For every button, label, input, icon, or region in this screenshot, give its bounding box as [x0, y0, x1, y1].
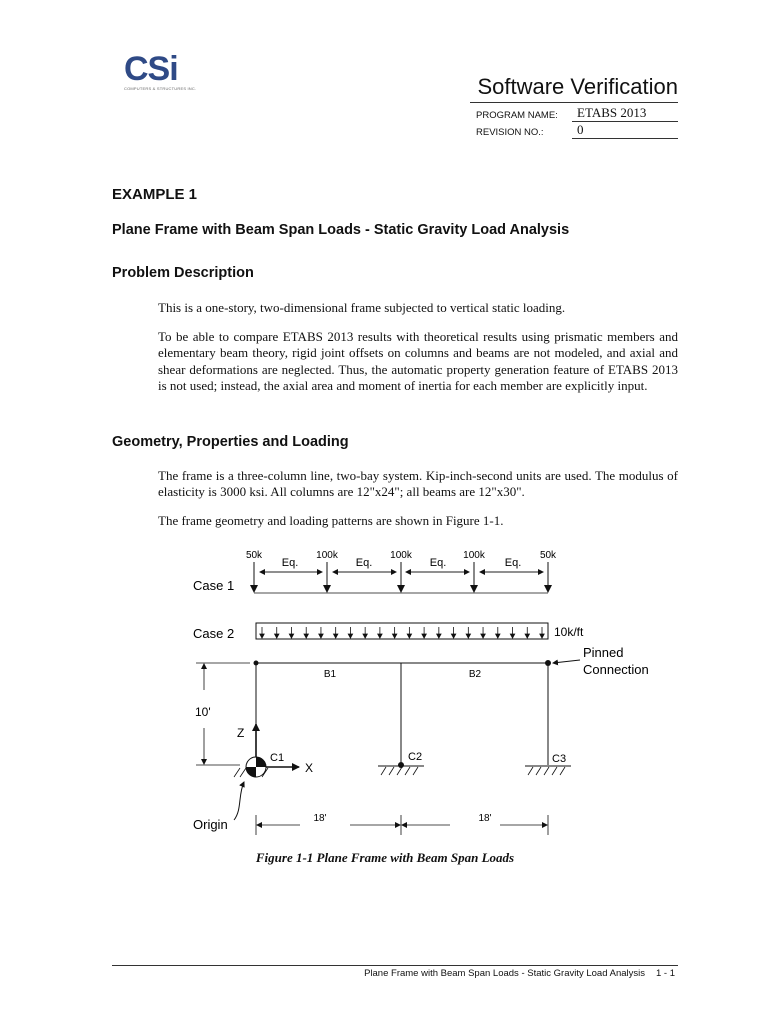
header-rule-top [470, 102, 678, 103]
udl-arrowhead [422, 634, 426, 638]
case2-label: Case 2 [193, 626, 235, 641]
udl-arrowhead [333, 634, 337, 638]
program-name-label: PROGRAM NAME: [476, 110, 558, 121]
udl-arrowhead [289, 634, 293, 638]
span-1-label: 18' [313, 813, 327, 824]
document-title: Software Verification [477, 74, 678, 99]
distributed-load-label: 10k/ft [554, 625, 584, 639]
problem-paragraph-1: This is a one-story, two-dimensional frame subjected to vertical static loading. [158, 300, 566, 315]
frame-members [256, 663, 548, 767]
udl-arrowhead [510, 634, 514, 638]
udl-arrowhead [304, 634, 308, 638]
geometry-paragraph-2: The frame geometry and loading patterns are shown in Figure 1-1. [158, 513, 504, 528]
support-c3 [525, 766, 571, 775]
udl-arrowhead [348, 634, 352, 638]
pinned-pointer [553, 660, 580, 663]
distributed-load-arrows [260, 627, 544, 638]
figure-caption: Figure 1-1 Plane Frame with Beam Span Loads [255, 850, 515, 865]
logo-text: CSi [124, 50, 178, 88]
udl-arrowhead [275, 634, 279, 638]
connection-label: Connection [583, 662, 649, 677]
page-number: 1 - 1 [656, 968, 676, 979]
support-c2 [378, 762, 424, 775]
origin-symbol [246, 757, 266, 777]
footer-text: Plane Frame with Beam Span Loads - Static Gravity Load Analysis [364, 968, 645, 979]
logo-subtext: COMPUTERS & STRUCTURES INC. [124, 86, 197, 91]
example-title: EXAMPLE 1 [112, 186, 198, 203]
origin-label: Origin [193, 817, 228, 832]
eq-label-4: Eq. [504, 557, 522, 569]
udl-arrowhead [392, 634, 396, 638]
case1-label: Case 1 [193, 578, 235, 593]
udl-arrowhead [481, 634, 485, 638]
udl-arrowhead [378, 634, 382, 638]
load-label-5: 50k [539, 550, 557, 561]
column-c3-label: C3 [552, 753, 567, 765]
eq-label-3: Eq. [429, 557, 447, 569]
example-subtitle: Plane Frame with Beam Span Loads - Static Gravity Load Analysis [112, 222, 570, 238]
program-name-value: ETABS 2013 [577, 105, 647, 120]
csi-logo [124, 52, 178, 86]
frame-figure [0, 540, 768, 850]
udl-arrowhead [437, 634, 441, 638]
udl-arrowhead [407, 634, 411, 638]
z-axis-label: Z [237, 726, 245, 740]
problem-paragraph-2: To be able to compare ETABS 2013 results with theoretical results using prismatic members and elementary beam theory, rigid joint offsets on columns and beams are not modeled, and axial and shear deformations are neglected. Thus, the automatic property generation feature of ETABS 2013 is not used; instead, the axial area and moment of inertia for each member are explicitly input. [158, 329, 678, 393]
span-2-label: 18' [478, 813, 492, 824]
x-axis-label: X [305, 761, 314, 775]
udl-arrowhead [319, 634, 323, 638]
problem-description-heading: Problem Description [112, 265, 254, 281]
udl-arrowhead [496, 634, 500, 638]
udl-arrowhead [540, 634, 544, 638]
beam-b2-label: B2 [468, 669, 482, 680]
joint-pinned [545, 660, 551, 666]
revision-rule [572, 138, 678, 139]
joint-top-left [254, 661, 259, 666]
eq-label-2: Eq. [355, 557, 373, 569]
revision-label: REVISION NO.: [476, 127, 544, 138]
beam-b1-label: B1 [323, 669, 337, 680]
udl-arrowhead [451, 634, 455, 638]
origin-pointer [234, 782, 244, 820]
load-label-1: 50k [245, 550, 263, 561]
eq-label-1: Eq. [281, 557, 299, 569]
udl-arrowhead [466, 634, 470, 638]
load-label-4: 100k [463, 550, 485, 561]
span-dimensions [256, 815, 548, 835]
load-label-3: 100k [390, 550, 412, 561]
program-name-rule [572, 121, 678, 122]
footer-rule [112, 965, 678, 966]
column-c1-label: C1 [270, 752, 285, 764]
pinned-label: Pinned [583, 645, 624, 660]
height-label: 10' [195, 705, 211, 719]
column-c2-label: C2 [408, 751, 423, 763]
udl-arrowhead [260, 634, 264, 638]
revision-value: 0 [577, 122, 584, 137]
udl-arrowhead [525, 634, 529, 638]
udl-arrowhead [363, 634, 367, 638]
geometry-heading: Geometry, Properties and Loading [112, 434, 349, 450]
load-label-2: 100k [316, 550, 338, 561]
distributed-load-block [256, 623, 548, 639]
geometry-paragraph-1: The frame is a three-column line, two-bay system. Kip-inch-second units are used. The modulus of elasticity is 3000 ksi. All columns are 12"x24"; all beams are 12"x30". [158, 468, 678, 500]
